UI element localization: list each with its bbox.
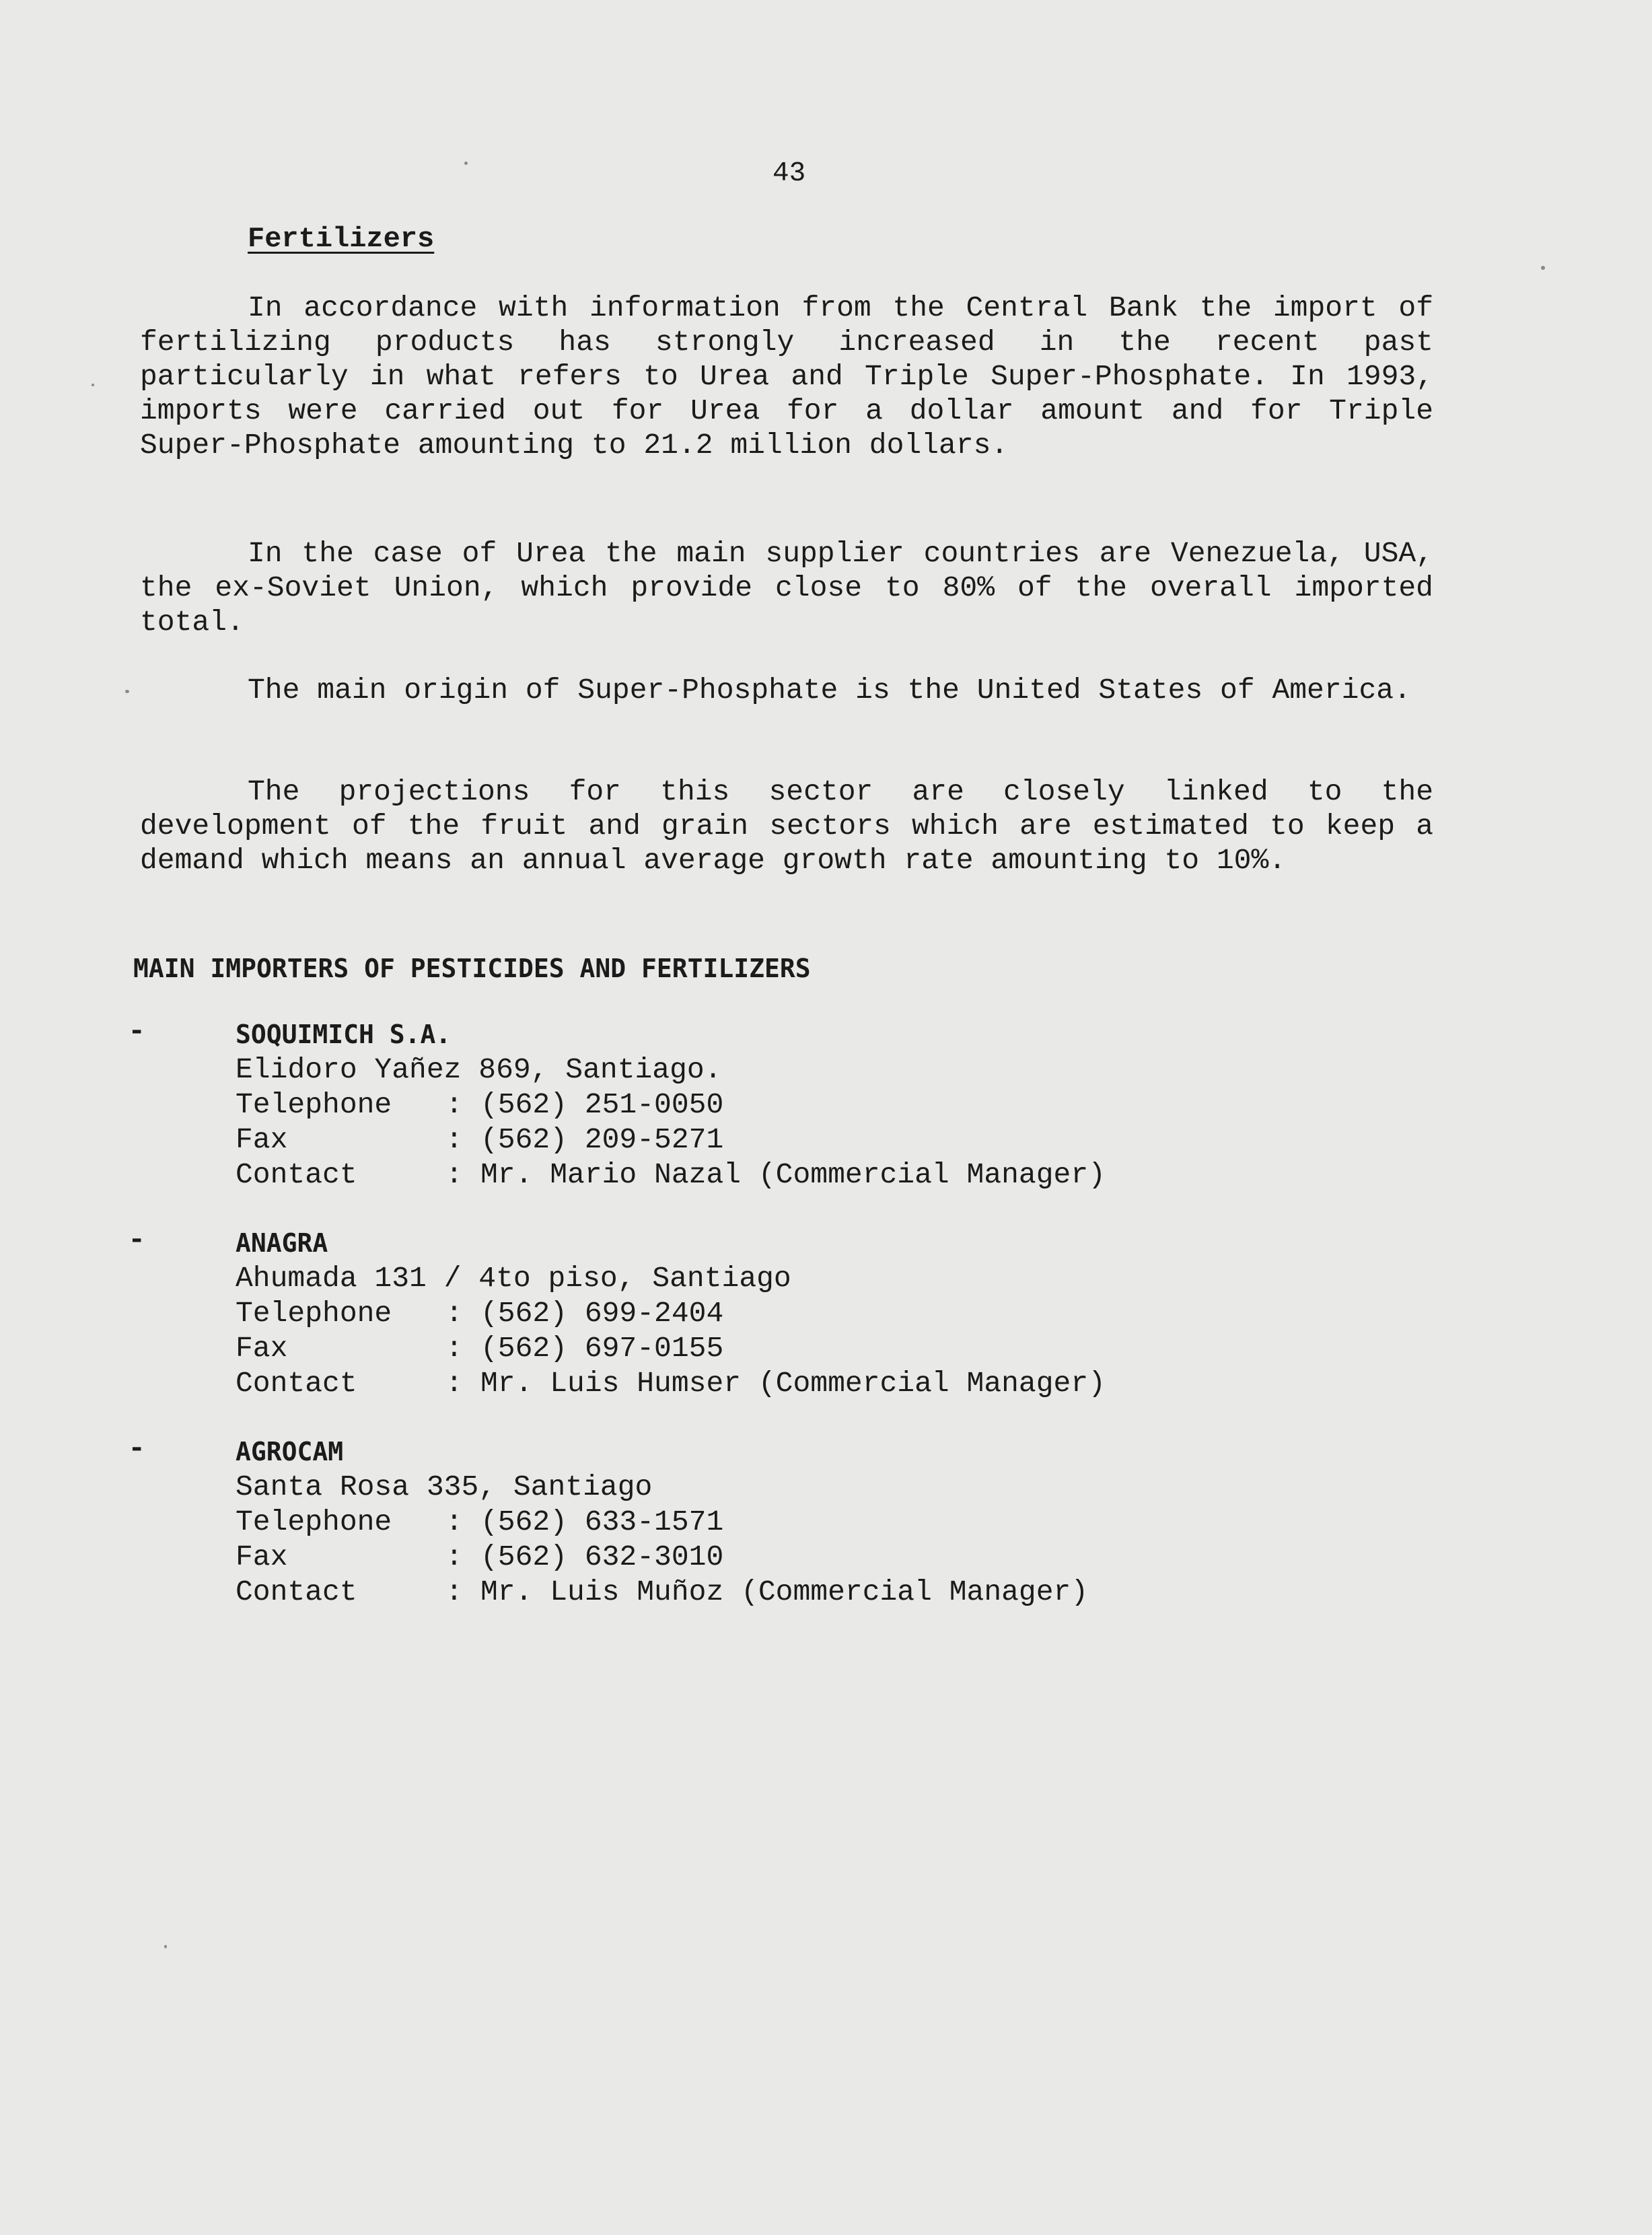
telephone-row	[236, 1296, 723, 1331]
list-bullet: -	[128, 1432, 146, 1466]
list-bullet: -	[128, 1015, 146, 1049]
telephone-value: (562) 251-0050	[480, 1088, 724, 1121]
contact-label: Contact	[236, 1158, 357, 1191]
fax-row	[236, 1331, 723, 1366]
scan-speck	[125, 690, 129, 693]
separator: :	[445, 1123, 463, 1156]
paragraph	[140, 775, 1433, 878]
importer-name: AGROCAM	[236, 1437, 344, 1466]
scan-speck	[92, 384, 94, 386]
fax-label: Fax	[236, 1540, 288, 1573]
fax-value: (562) 632-3010	[480, 1540, 724, 1573]
contact-row	[236, 1158, 1106, 1193]
importer-address: Elidoro Yañez 869, Santiago.	[236, 1053, 722, 1086]
separator: :	[445, 1088, 463, 1121]
importers-heading: MAIN IMPORTERS OF PESTICIDES AND FERTILIZERS	[133, 954, 811, 983]
fax-row	[236, 1540, 723, 1575]
separator: :	[445, 1332, 463, 1365]
telephone-label: Telephone	[236, 1505, 392, 1538]
fax-label: Fax	[236, 1332, 288, 1365]
section-title: Fertilizers	[248, 223, 435, 255]
telephone-label: Telephone	[236, 1088, 392, 1121]
telephone-row	[236, 1088, 723, 1123]
importer-name: ANAGRA	[236, 1228, 328, 1258]
page-number: 43	[773, 158, 806, 189]
scan-speck	[1541, 266, 1545, 270]
paragraph-text: In the case of Urea the main supplier countries are Venezuela, USA, the ex-Soviet Union, which provide close to 80% of the overall imported total.	[140, 537, 1433, 639]
importer-address: Ahumada 131 / 4to piso, Santiago	[236, 1262, 791, 1295]
paragraph-text: The projections for this sector are closely linked to the development of the fruit and grain sectors which are estimated to keep a demand which means an annual average growth rate amounting to 10%.	[140, 775, 1433, 877]
separator: :	[445, 1540, 463, 1573]
contact-row	[236, 1366, 1106, 1401]
telephone-row	[236, 1505, 723, 1540]
contact-row	[236, 1575, 1088, 1610]
separator: :	[445, 1505, 463, 1538]
list-bullet: -	[128, 1223, 146, 1257]
separator: :	[445, 1297, 463, 1330]
contact-value: Mr. Luis Muñoz (Commercial Manager)	[480, 1575, 1089, 1608]
telephone-label: Telephone	[236, 1297, 392, 1330]
contact-label: Contact	[236, 1575, 357, 1608]
importer-name: SOQUIMICH S.A.	[236, 1020, 452, 1049]
scan-speck	[464, 162, 468, 165]
paragraph	[140, 536, 1433, 639]
importer-address: Santa Rosa 335, Santiago	[236, 1470, 653, 1503]
paragraph	[140, 291, 1433, 462]
telephone-value: (562) 633-1571	[480, 1505, 724, 1538]
fax-label: Fax	[236, 1123, 288, 1156]
scan-speck	[164, 1945, 167, 1948]
fax-row	[236, 1123, 723, 1158]
separator: :	[445, 1367, 463, 1400]
fax-value: (562) 697-0155	[480, 1332, 724, 1365]
contact-value: Mr. Luis Humser (Commercial Manager)	[480, 1367, 1106, 1400]
contact-value: Mr. Mario Nazal (Commercial Manager)	[480, 1158, 1106, 1191]
fax-value: (562) 209-5271	[480, 1123, 724, 1156]
paragraph	[140, 673, 1433, 707]
separator: :	[445, 1158, 463, 1191]
contact-label: Contact	[236, 1367, 357, 1400]
paragraph-text: The main origin of Super-Phosphate is the United States of America.	[248, 674, 1411, 707]
paragraph-text: In accordance with information from the Central Bank the import of fertilizing products has strongly increased in the recent past particularly in what refers to Urea and Triple Super-Phosphate. In 1993, imports were carried out for Urea for a dollar amount and for Triple Super-Phosphate amounting to 21.2 million dollars.	[140, 291, 1433, 462]
telephone-value: (562) 699-2404	[480, 1297, 724, 1330]
separator: :	[445, 1575, 463, 1608]
